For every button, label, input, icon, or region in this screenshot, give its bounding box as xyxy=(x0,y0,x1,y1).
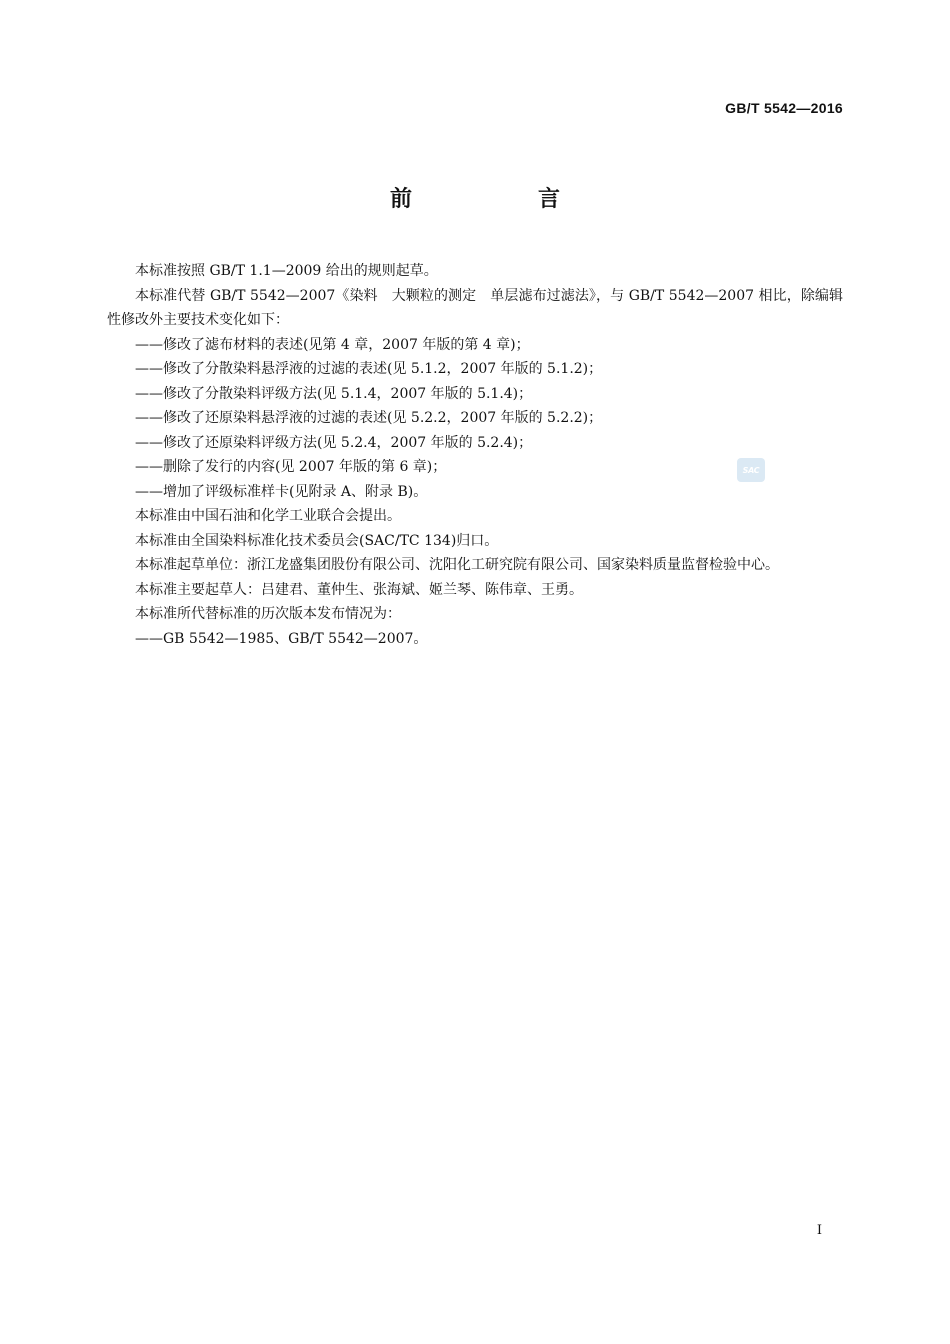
page-number: I xyxy=(816,1223,822,1238)
paragraph-drafting-rules: 本标准按照 GB/T 1.1—2009 给出的规则起草。 xyxy=(135,263,438,279)
sac-watermark-logo: SAC xyxy=(737,458,765,482)
change-item: ——增加了评级标准样卡(见附录 A、附录 B)。 xyxy=(135,483,428,500)
standard-code: GB/T 5542—2016 xyxy=(725,100,843,116)
change-item: ——修改了滤布材料的表述(见第 4 章，2007 年版的第 4 章)； xyxy=(135,336,530,353)
foreword-body xyxy=(107,259,843,651)
history-item: ——GB 5542—1985、GB/T 5542—2007。 xyxy=(135,630,428,647)
paragraph-history: 本标准所代替标准的历次版本发布情况为： xyxy=(135,606,401,622)
change-item: ——修改了分散染料评级方法(见 5.1.4，2007 年版的 5.1.4)； xyxy=(135,385,533,402)
paragraph-proposer: 本标准由中国石油和化学工业联合会提出。 xyxy=(135,508,401,524)
paragraph-committee: 本标准由全国染料标准化技术委员会(SAC/TC 134)归口。 xyxy=(135,532,499,549)
paragraph-drafters: 本标准主要起草人：吕建君、董仲生、张海斌、姬兰琴、陈伟章、王勇。 xyxy=(135,581,583,598)
paragraph-replacement: 本标准代替 GB/T 5542—2007《染料 大颗粒的测定 单层滤布过滤法》，与 GB/T 5542—2007 相比，除编辑性修改外主要技术变化如下： xyxy=(107,287,843,328)
page-title: 前 言 xyxy=(389,187,612,212)
change-item: ——修改了还原染料悬浮液的过滤的表述(见 5.2.2，2007 年版的 5.2.2)； xyxy=(135,410,603,426)
paragraph-drafting-units: 本标准起草单位：浙江龙盛集团股份有限公司、沈阳化工研究院有限公司、国家染料质量监督检验中心。 xyxy=(135,557,779,573)
change-item: ——修改了还原染料评级方法(见 5.2.4，2007 年版的 5.2.4)； xyxy=(135,434,533,451)
change-item: ——删除了发行的内容(见 2007 年版的第 6 章)； xyxy=(135,459,447,475)
change-item: ——修改了分散染料悬浮液的过滤的表述(见 5.1.2，2007 年版的 5.1.2)； xyxy=(135,361,603,377)
